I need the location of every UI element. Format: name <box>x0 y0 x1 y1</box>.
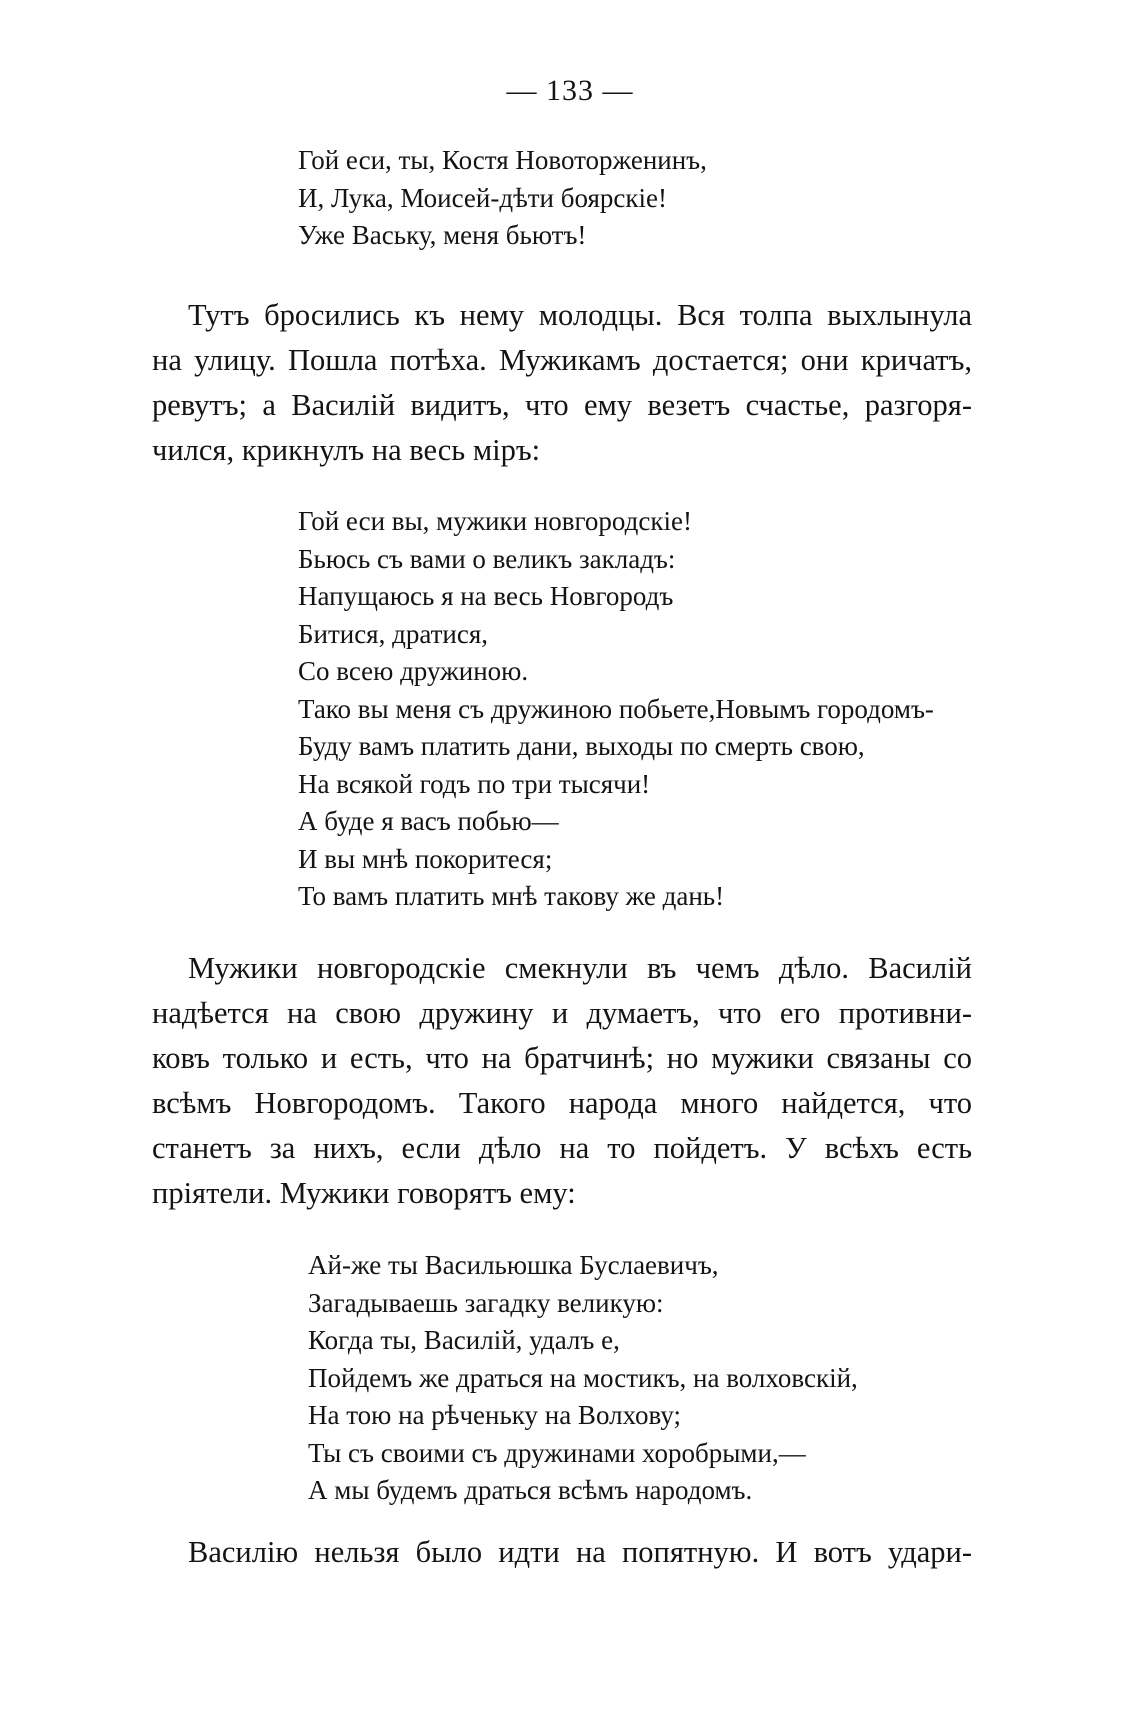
verse-line: Когда ты, Василій, удалъ е, <box>308 1325 620 1355</box>
verse-line: Загадываешь загадку великую: <box>308 1287 664 1318</box>
verse-line: И вы мнѣ покоритеся; <box>298 843 553 874</box>
verse-line: Пойдемъ же драться на мостикъ, на волховскій, <box>308 1362 858 1393</box>
prose-line: ревутъ; а Василій видитъ, что ему везетъ счастье, разгоря- <box>152 388 972 422</box>
paragraph-1 <box>152 293 972 473</box>
verse-block-1 <box>298 142 707 255</box>
page-number: — 133 — <box>506 74 634 107</box>
prose-line: станетъ за нихъ, если дѣло на то пойдетъ. У всѣхъ есть <box>152 1131 972 1165</box>
verse-line: И, Лука, Моисей-дѣти боярскіе! <box>298 182 667 213</box>
verse-line: На всякой годъ по три тысячи! <box>298 768 651 799</box>
prose-line: пріятели. Мужики говорятъ ему: <box>152 1176 576 1210</box>
prose-line: всѣмъ Новгородомъ. Такого народа много найдется, что <box>152 1086 972 1120</box>
paragraph-2 <box>152 946 972 1216</box>
verse-line: А мы будемъ драться всѣмъ народомъ. <box>308 1475 753 1505</box>
verse-line: То вамъ платить мнѣ такову же дань! <box>298 881 725 911</box>
verse-line: Тако вы меня съ дружиною побьете,Новымъ городомъ- <box>298 693 934 724</box>
verse-block-2 <box>298 503 934 916</box>
verse-line: Бьюсь съ вами о великъ закладъ: <box>298 543 676 574</box>
prose-line: Тутъ бросились къ нему молодцы. Вся толпа выхлынула <box>188 298 972 332</box>
verse-line: Гой еси вы, мужики новгородскіе! <box>298 506 692 536</box>
verse-block-3 <box>308 1247 858 1510</box>
verse-line: На тою на рѣченьку на Волхову; <box>308 1400 682 1430</box>
verse-line: Ты съ своими съ дружинами хоробрыми,— <box>308 1437 806 1468</box>
prose-line: Василію нельзя было идти на попятную. И вотъ удари- <box>188 1535 972 1569</box>
verse-line: Гой еси, ты, Костя Новоторженинъ, <box>298 145 707 175</box>
prose-line: на улицу. Пошла потѣха. Мужикамъ достается; они кричатъ, <box>152 343 972 377</box>
prose-line: Мужики новгородскіе смекнули въ чемъ дѣло. Василій <box>188 951 972 985</box>
verse-line: Со всею дружиною. <box>298 656 529 686</box>
prose-line: ковъ только и есть, что на братчинѣ; но мужики связаны со <box>152 1041 972 1075</box>
verse-line: Напущаюсь я на весь Новгородъ <box>298 581 674 611</box>
verse-line: Битися, дратися, <box>298 618 489 649</box>
verse-line: Уже Ваську, меня бьютъ! <box>298 220 587 250</box>
verse-line: Буду вамъ платить дани, выходы по смерть свою, <box>298 731 865 761</box>
paragraph-3 <box>152 1530 972 1575</box>
prose-line: чился, крикнулъ на весь міръ: <box>152 433 541 467</box>
prose-line: надѣется на свою дружину и думаетъ, что его противни- <box>152 996 972 1030</box>
verse-line: А буде я васъ побью— <box>298 806 559 836</box>
verse-line: Ай-же ты Васильюшка Буслаевичъ, <box>308 1250 719 1280</box>
